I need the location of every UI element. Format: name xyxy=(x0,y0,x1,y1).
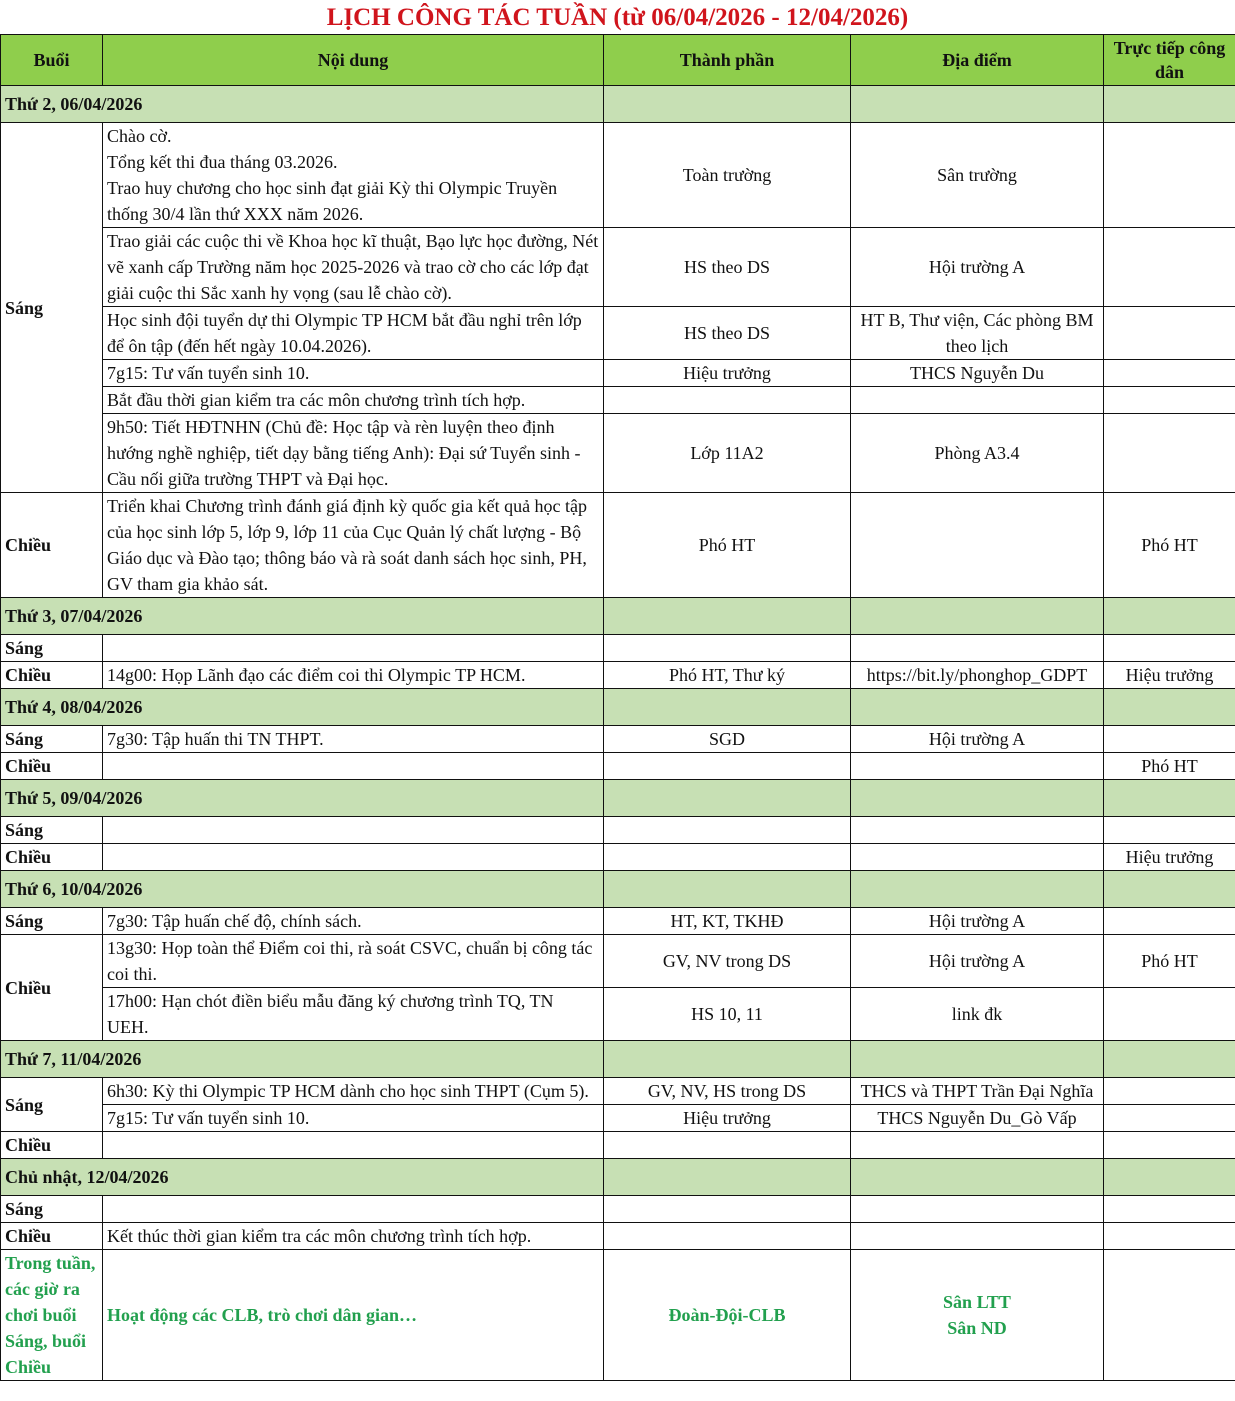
session-chieu: Chiều xyxy=(1,1223,103,1250)
truc-tiep-cell xyxy=(1104,908,1235,935)
dia-diem-cell: Sân trường xyxy=(851,123,1104,228)
table-row xyxy=(1,662,1235,689)
dia-diem-cell: THCS Nguyễn Du xyxy=(851,360,1104,387)
dia-diem-cell: HT B, Thư viện, Các phòng BM theo lịch xyxy=(851,307,1104,360)
thanh-phan-cell: Toàn trường xyxy=(604,123,851,228)
day-header-cell xyxy=(851,1041,1104,1078)
session-sang: Sáng xyxy=(1,726,103,753)
noi-dung-cell: Học sinh đội tuyển dự thi Olympic TP HCM bắt đầu nghỉ trên lớp để ôn tập (đến hết ngày 10.04.2026). xyxy=(103,307,604,360)
noi-dung-cell: 17h00: Hạn chót điền biểu mẫu đăng ký chương trình TQ, TN UEH. xyxy=(103,988,604,1041)
session-chieu: Chiều xyxy=(1,493,103,598)
header-noi-dung: Nội dung xyxy=(103,35,604,86)
thanh-phan-cell xyxy=(604,635,851,662)
session-sang: Sáng xyxy=(1,123,103,493)
noi-dung-cell: 7g30: Tập huấn thi TN THPT. xyxy=(103,726,604,753)
day-header-cell xyxy=(1104,871,1235,908)
dia-diem-cell xyxy=(851,753,1104,780)
day-header-cell xyxy=(1104,598,1235,635)
table-row xyxy=(1,493,1235,598)
session-sang: Sáng xyxy=(1,908,103,935)
noi-dung-cell: 6h30: Kỳ thi Olympic TP HCM dành cho học sinh THPT (Cụm 5). xyxy=(103,1078,604,1105)
thanh-phan-cell: Phó HT xyxy=(604,493,851,598)
noi-dung-cell: Chào cờ. Tổng kết thi đua tháng 03.2026. Trao huy chương cho học sinh đạt giải Kỳ thi Olympic Truyền thống 30/4 lần thứ XXX năm 2026. xyxy=(103,123,604,228)
truc-tiep-cell xyxy=(1104,387,1235,414)
thanh-phan-cell: Hiệu trưởng xyxy=(604,1105,851,1132)
dia-diem-cell: THCS Nguyễn Du_Gò Vấp xyxy=(851,1105,1104,1132)
day-header-cell xyxy=(851,1159,1104,1196)
noi-dung-cell xyxy=(103,844,604,871)
thanh-phan-cell: Hiệu trưởng xyxy=(604,360,851,387)
dia-diem-cell xyxy=(851,387,1104,414)
footer-buoi: Trong tuần, các giờ ra chơi buổi Sáng, buổi Chiều xyxy=(1,1250,103,1381)
day-header-cell xyxy=(604,689,851,726)
footer-dia-diem: Sân LTT Sân ND xyxy=(851,1250,1104,1381)
session-chieu: Chiều xyxy=(1,844,103,871)
day-header-row xyxy=(1,689,1235,726)
truc-tiep-cell xyxy=(1104,726,1235,753)
table-row xyxy=(1,1196,1235,1223)
thanh-phan-cell xyxy=(604,753,851,780)
footer-noi-dung: Hoạt động các CLB, trò chơi dân gian… xyxy=(103,1250,604,1381)
header-thanh-phan: Thành phần xyxy=(604,35,851,86)
day-header-cell xyxy=(604,86,851,123)
thanh-phan-cell: GV, NV, HS trong DS xyxy=(604,1078,851,1105)
table-row xyxy=(1,817,1235,844)
day-header-row xyxy=(1,780,1235,817)
table-row xyxy=(1,228,1235,307)
truc-tiep-cell xyxy=(1104,635,1235,662)
schedule-body xyxy=(1,86,1235,1250)
dia-diem-cell: Hội trường A xyxy=(851,726,1104,753)
truc-tiep-cell: Phó HT xyxy=(1104,753,1235,780)
table-row xyxy=(1,360,1235,387)
day-header-cell xyxy=(604,1041,851,1078)
table-row xyxy=(1,753,1235,780)
day-header-row xyxy=(1,871,1235,908)
table-row xyxy=(1,414,1235,493)
day-header-cell xyxy=(1104,689,1235,726)
truc-tiep-cell xyxy=(1104,414,1235,493)
day-header-cell xyxy=(851,86,1104,123)
truc-tiep-cell xyxy=(1104,817,1235,844)
schedule-table xyxy=(0,34,1235,1381)
day-header-cell xyxy=(851,871,1104,908)
noi-dung-cell xyxy=(103,1132,604,1159)
header-row xyxy=(1,35,1235,86)
day-header-cell xyxy=(1104,780,1235,817)
table-row xyxy=(1,844,1235,871)
header-truc-tiep-cong-dan: Trực tiếp công dân xyxy=(1104,35,1235,86)
thanh-phan-cell: Lớp 11A2 xyxy=(604,414,851,493)
noi-dung-cell xyxy=(103,817,604,844)
noi-dung-cell: Kết thúc thời gian kiểm tra các môn chương trình tích hợp. xyxy=(103,1223,604,1250)
table-row xyxy=(1,988,1235,1041)
table-row xyxy=(1,307,1235,360)
session-sang: Sáng xyxy=(1,1196,103,1223)
day-header-row xyxy=(1,86,1235,123)
day-header-row xyxy=(1,598,1235,635)
footer-truc xyxy=(1104,1250,1235,1381)
table-row xyxy=(1,935,1235,988)
noi-dung-cell xyxy=(103,635,604,662)
day-header-cell xyxy=(851,689,1104,726)
noi-dung-cell: 9h50: Tiết HĐTNHN (Chủ đề: Học tập và rèn luyện theo định hướng nghề nghiệp, tiết dạy bằng tiếng Anh): Đại sứ Tuyển sinh - Cầu nối giữa trường THPT và Đại học. xyxy=(103,414,604,493)
thanh-phan-cell xyxy=(604,1132,851,1159)
table-row xyxy=(1,123,1235,228)
thanh-phan-cell xyxy=(604,1196,851,1223)
truc-tiep-cell xyxy=(1104,1105,1235,1132)
table-row xyxy=(1,1223,1235,1250)
day-label: Thứ 5, 09/04/2026 xyxy=(1,780,604,817)
page-title: LỊCH CÔNG TÁC TUẦN (từ 06/04/2026 - 12/04/2026) xyxy=(326,4,909,31)
noi-dung-cell: Trao giải các cuộc thi về Khoa học kĩ thuật, Bạo lực học đường, Nét vẽ xanh cấp Trường năm học 2025-2026 và trao cờ cho các lớp đạt giải cuộc thi Sắc xanh hy vọng (sau lễ chào cờ). xyxy=(103,228,604,307)
header-buoi: Buổi xyxy=(1,35,103,86)
day-label: Thứ 4, 08/04/2026 xyxy=(1,689,604,726)
dia-diem-cell: link đk xyxy=(851,988,1104,1041)
dia-diem-cell xyxy=(851,1196,1104,1223)
truc-tiep-cell: Phó HT xyxy=(1104,493,1235,598)
dia-diem-cell: Hội trường A xyxy=(851,908,1104,935)
dia-diem-cell: Hội trường A xyxy=(851,228,1104,307)
dia-diem-cell xyxy=(851,1132,1104,1159)
session-chieu: Chiều xyxy=(1,753,103,780)
session-chieu: Chiều xyxy=(1,1132,103,1159)
truc-tiep-cell xyxy=(1104,360,1235,387)
footer-thanh-phan: Đoàn-Đội-CLB xyxy=(604,1250,851,1381)
truc-tiep-cell xyxy=(1104,228,1235,307)
truc-tiep-cell: Phó HT xyxy=(1104,935,1235,988)
truc-tiep-cell: Hiệu trưởng xyxy=(1104,844,1235,871)
day-header-cell xyxy=(604,598,851,635)
session-chieu: Chiều xyxy=(1,662,103,689)
dia-diem-cell: THCS và THPT Trần Đại Nghĩa xyxy=(851,1078,1104,1105)
noi-dung-cell: 14g00: Họp Lãnh đạo các điểm coi thi Olympic TP HCM. xyxy=(103,662,604,689)
thanh-phan-cell xyxy=(604,844,851,871)
thanh-phan-cell xyxy=(604,387,851,414)
day-header-cell xyxy=(1104,86,1235,123)
truc-tiep-cell xyxy=(1104,1078,1235,1105)
table-row xyxy=(1,1078,1235,1105)
day-header-cell xyxy=(604,1159,851,1196)
day-header-cell xyxy=(604,780,851,817)
thanh-phan-cell: HS theo DS xyxy=(604,307,851,360)
truc-tiep-cell xyxy=(1104,1223,1235,1250)
noi-dung-cell: 13g30: Họp toàn thể Điểm coi thi, rà soát CSVC, chuẩn bị công tác coi thi. xyxy=(103,935,604,988)
noi-dung-cell xyxy=(103,753,604,780)
truc-tiep-cell: Hiệu trưởng xyxy=(1104,662,1235,689)
day-label: Chủ nhật, 12/04/2026 xyxy=(1,1159,604,1196)
day-label: Thứ 3, 07/04/2026 xyxy=(1,598,604,635)
day-header-cell xyxy=(604,871,851,908)
truc-tiep-cell xyxy=(1104,988,1235,1041)
dia-diem-cell xyxy=(851,817,1104,844)
header-dia-diem: Địa điểm xyxy=(851,35,1104,86)
dia-diem-cell: Hội trường A xyxy=(851,935,1104,988)
truc-tiep-cell xyxy=(1104,307,1235,360)
noi-dung-cell: 7g15: Tư vấn tuyển sinh 10. xyxy=(103,360,604,387)
truc-tiep-cell xyxy=(1104,1132,1235,1159)
thanh-phan-cell xyxy=(604,817,851,844)
day-header-cell xyxy=(851,780,1104,817)
session-sang: Sáng xyxy=(1,635,103,662)
day-label: Thứ 6, 10/04/2026 xyxy=(1,871,604,908)
day-header-row xyxy=(1,1041,1235,1078)
thanh-phan-cell: HS theo DS xyxy=(604,228,851,307)
session-chieu: Chiều xyxy=(1,935,103,1041)
day-label: Thứ 2, 06/04/2026 xyxy=(1,86,604,123)
noi-dung-cell xyxy=(103,1196,604,1223)
table-row xyxy=(1,387,1235,414)
table-row xyxy=(1,908,1235,935)
dia-diem-cell xyxy=(851,1223,1104,1250)
day-header-cell xyxy=(1104,1159,1235,1196)
table-row xyxy=(1,1132,1235,1159)
thanh-phan-cell: Phó HT, Thư ký xyxy=(604,662,851,689)
dia-diem-cell[interactable]: https://bit.ly/phonghop_GDPT xyxy=(851,662,1104,689)
dia-diem-cell xyxy=(851,844,1104,871)
noi-dung-cell: Bắt đầu thời gian kiểm tra các môn chương trình tích hợp. xyxy=(103,387,604,414)
truc-tiep-cell xyxy=(1104,123,1235,228)
day-header-cell xyxy=(851,598,1104,635)
table-row xyxy=(1,726,1235,753)
dia-diem-cell xyxy=(851,493,1104,598)
truc-tiep-cell xyxy=(1104,1196,1235,1223)
thanh-phan-cell: HT, KT, TKHĐ xyxy=(604,908,851,935)
session-sang: Sáng xyxy=(1,1078,103,1132)
noi-dung-cell: 7g30: Tập huấn chế độ, chính sách. xyxy=(103,908,604,935)
noi-dung-cell: 7g15: Tư vấn tuyển sinh 10. xyxy=(103,1105,604,1132)
session-sang: Sáng xyxy=(1,817,103,844)
table-row xyxy=(1,635,1235,662)
day-header-row xyxy=(1,1159,1235,1196)
day-header-cell xyxy=(1104,1041,1235,1078)
thanh-phan-cell: GV, NV trong DS xyxy=(604,935,851,988)
thanh-phan-cell: HS 10, 11 xyxy=(604,988,851,1041)
table-row xyxy=(1,1105,1235,1132)
dia-diem-cell: Phòng A3.4 xyxy=(851,414,1104,493)
dia-diem-cell xyxy=(851,635,1104,662)
thanh-phan-cell xyxy=(604,1223,851,1250)
footer-row xyxy=(1,1250,1235,1381)
noi-dung-cell: Triển khai Chương trình đánh giá định kỳ quốc gia kết quả học tập của học sinh lớp 5, lớp 9, lớp 11 của Cục Quản lý chất lượng - Bộ Giáo dục và Đào tạo; thông báo và rà soát danh sách học sinh, PH, GV tham gia khảo sát. xyxy=(103,493,604,598)
thanh-phan-cell: SGD xyxy=(604,726,851,753)
day-label: Thứ 7, 11/04/2026 xyxy=(1,1041,604,1078)
